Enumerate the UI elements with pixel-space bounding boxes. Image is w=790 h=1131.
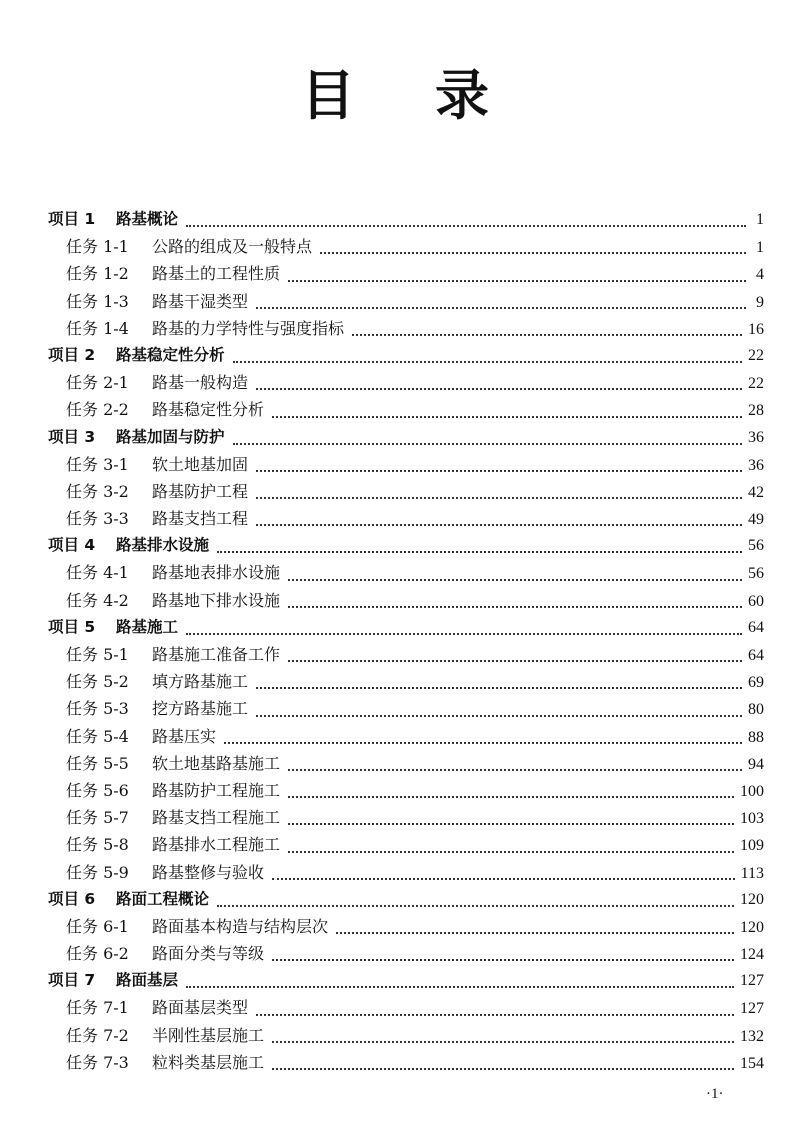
toc-entry-title: 路基整修与验收: [152, 862, 265, 882]
toc-entry-page: 64: [748, 618, 764, 636]
toc-entry-page: 9: [756, 293, 764, 311]
toc-task-entry[interactable]: [48, 994, 764, 1021]
toc-entry-title: 路基概论: [116, 210, 179, 228]
toc-entry-page: 124: [740, 946, 764, 964]
toc-entry-title: 路基地表排水设施: [152, 563, 281, 583]
toc-entry-number: 任务 4-2: [66, 590, 129, 610]
toc-entry-page: 120: [740, 890, 764, 908]
toc-task-entry[interactable]: [48, 695, 764, 722]
toc-entry-title: 路基排水设施: [116, 536, 210, 555]
toc-entry-title: 软土地基加固: [152, 454, 249, 474]
page-title: [0, 64, 790, 128]
toc-project-entry[interactable]: [48, 967, 764, 994]
toc-entry-page: 1: [756, 239, 764, 257]
toc-entry-title: 公路的组成及一般特点: [152, 237, 313, 257]
toc-entry-title: 路基支挡工程施工: [152, 808, 281, 828]
dot-leader: [256, 470, 742, 472]
toc-entry-page: 127: [740, 972, 764, 990]
toc-entry-title: 路面分类与等级: [152, 944, 265, 964]
toc-entry-page: 4: [756, 266, 764, 284]
toc-entry-number: 任务 1-2: [66, 264, 129, 284]
toc-entry-page: 113: [740, 864, 764, 882]
toc-entry-page: 36: [748, 428, 764, 446]
dot-leader: [272, 1068, 734, 1070]
toc-entry-page: 154: [740, 1054, 764, 1072]
dot-leader: [288, 823, 734, 825]
toc-entry-title: 路面基层: [116, 971, 179, 990]
toc-entry-title: 路基排水工程施工: [152, 835, 281, 855]
toc-entry-page: 80: [748, 701, 764, 719]
dot-leader: [217, 551, 742, 553]
toc-entry-title: 路基地下排水设施: [152, 590, 281, 610]
toc-entry-number: 任务 5-8: [66, 835, 129, 855]
dot-leader: [288, 579, 742, 581]
toc-task-entry[interactable]: [48, 288, 764, 315]
toc-entry-number: 任务 5-1: [66, 645, 129, 664]
toc-project-entry[interactable]: [48, 532, 764, 559]
dot-leader: [224, 742, 742, 744]
toc-task-entry[interactable]: [48, 940, 764, 967]
toc-task-entry[interactable]: [48, 478, 764, 505]
toc-entry-title: 路基一般构造: [152, 373, 249, 393]
toc-entry-page: 127: [740, 1000, 764, 1018]
toc-entry-number: 任务 5-5: [66, 753, 129, 773]
dot-leader: [256, 687, 742, 689]
dot-leader: [186, 225, 746, 227]
toc-entry-title: 半刚性基层施工: [152, 1025, 265, 1045]
dot-leader: [288, 769, 742, 771]
toc-entry-title: 粒料类基层施工: [152, 1052, 265, 1072]
toc-task-entry[interactable]: [48, 1022, 764, 1049]
dot-leader: [186, 633, 742, 635]
toc-entry-page: 22: [748, 375, 764, 393]
toc-entry-number: 任务 6-2: [66, 944, 129, 964]
toc-entry-title: 填方路基施工: [152, 672, 249, 692]
toc-task-entry[interactable]: [48, 1049, 764, 1076]
toc-task-entry[interactable]: [48, 641, 764, 668]
toc-task-entry[interactable]: [48, 750, 764, 777]
toc-task-entry[interactable]: [48, 668, 764, 695]
toc-task-entry[interactable]: [48, 831, 764, 858]
toc-entry-number: 任务 3-3: [66, 509, 129, 529]
page-title-char-1: 目: [301, 64, 355, 127]
toc-project-entry[interactable]: [48, 342, 764, 369]
toc-entry-page: 1: [756, 211, 764, 228]
toc-entry-number: 项目 2: [48, 345, 96, 364]
toc-entry-number: 项目 1: [48, 210, 96, 228]
toc-entry-page: 64: [748, 647, 764, 664]
toc-entry-number: 任务 7-2: [66, 1025, 129, 1045]
toc-project-entry[interactable]: [48, 614, 764, 641]
toc-entry-title: 路基施工: [116, 617, 179, 636]
toc-entry-number: 任务 1-4: [66, 318, 129, 338]
toc-entry-title: 路基稳定性分析: [152, 400, 265, 420]
toc-entry-page: 49: [748, 511, 764, 529]
toc-entry-title: 路基支挡工程: [152, 509, 249, 529]
dot-leader: [256, 1014, 734, 1016]
toc-entry-page: 22: [748, 346, 764, 364]
toc-task-entry[interactable]: [48, 777, 764, 804]
toc-entry-number: 任务 7-3: [66, 1052, 129, 1072]
toc-entry-title: 路基压实: [152, 726, 217, 746]
toc-project-entry[interactable]: [48, 206, 764, 233]
dot-leader: [336, 932, 734, 934]
toc-task-entry[interactable]: [48, 260, 764, 287]
toc-entry-number: 任务 3-1: [66, 454, 129, 474]
toc-entry-page: 88: [748, 728, 764, 746]
dot-leader: [256, 388, 742, 390]
toc-entry-page: 103: [740, 810, 764, 828]
toc-entry-number: 任务 5-4: [66, 726, 129, 746]
toc-entry-number: 项目 3: [48, 427, 96, 446]
toc-task-entry[interactable]: [48, 723, 764, 750]
toc-entry-title: 路面基本构造与结构层次: [152, 916, 329, 936]
toc-task-entry[interactable]: [48, 369, 764, 396]
toc-entry-title: 路面工程概论: [116, 889, 210, 908]
toc-entry-page: 28: [748, 402, 764, 420]
dot-leader: [256, 715, 742, 717]
dot-leader: [320, 252, 746, 254]
dot-leader: [272, 1041, 734, 1043]
toc-entry-title: 路基防护工程: [152, 481, 249, 501]
toc-entry-number: 任务 3-2: [66, 481, 129, 501]
dot-leader: [272, 878, 735, 880]
toc-entry-number: 任务 1-3: [66, 291, 129, 311]
dot-leader: [288, 851, 734, 853]
toc-task-entry[interactable]: [48, 559, 764, 586]
toc-entry-title: 路基加固与防护: [116, 427, 225, 446]
dot-leader: [288, 606, 742, 608]
toc-entry-number: 任务 5-2: [66, 672, 129, 692]
toc-entry-page: 94: [748, 755, 764, 773]
toc-entry-title: 路基土的工程性质: [152, 264, 281, 284]
toc-entry-number: 任务 6-1: [66, 916, 129, 936]
toc-entry-title: 路面基层类型: [152, 998, 249, 1018]
toc-project-entry[interactable]: [48, 424, 764, 451]
toc-entry-title: 软土地基路基施工: [152, 753, 281, 773]
dot-leader: [256, 524, 742, 526]
toc-entry-number: 任务 2-1: [66, 373, 129, 393]
toc-task-entry[interactable]: [48, 233, 764, 260]
toc-entry-number: 任务 1-1: [66, 237, 129, 257]
toc-task-entry[interactable]: [48, 804, 764, 831]
toc-entry-title: 挖方路基施工: [152, 699, 249, 719]
toc-entry-page: 109: [740, 837, 764, 855]
toc-entry-page: 60: [748, 592, 764, 610]
dot-leader: [272, 959, 734, 961]
dot-leader: [288, 660, 742, 662]
dot-leader: [217, 905, 734, 907]
toc-entry-page: 120: [740, 918, 764, 936]
toc-entry-page: 16: [748, 320, 764, 338]
dot-leader: [272, 416, 742, 418]
toc-entry-title: 路基稳定性分析: [116, 345, 225, 364]
toc-entry-page: 132: [740, 1027, 764, 1045]
dot-leader: [233, 443, 742, 445]
toc-entry-title: 路基施工准备工作: [152, 645, 281, 664]
toc-entry-number: 项目 4: [48, 536, 96, 555]
toc-entry-page: 69: [748, 674, 764, 692]
dot-leader: [256, 497, 742, 499]
table-of-contents: [48, 206, 764, 1076]
toc-task-entry[interactable]: [48, 587, 764, 614]
toc-entry-number: 项目 6: [48, 889, 96, 908]
toc-entry-number: 项目 5: [48, 617, 96, 636]
toc-task-entry[interactable]: [48, 396, 764, 423]
dot-leader: [288, 280, 746, 282]
toc-entry-title: 路基干湿类型: [152, 291, 249, 311]
toc-task-entry[interactable]: [48, 913, 764, 940]
toc-entry-number: 项目 7: [48, 971, 96, 990]
toc-entry-page: 56: [748, 565, 764, 583]
toc-entry-number: 任务 5-3: [66, 699, 129, 719]
toc-task-entry[interactable]: [48, 315, 764, 342]
toc-entry-number: 任务 5-9: [66, 862, 129, 882]
toc-entry-number: 任务 7-1: [66, 998, 129, 1018]
page-number: ·1·: [706, 1086, 724, 1102]
toc-task-entry[interactable]: [48, 451, 764, 478]
toc-entry-number: 任务 5-7: [66, 808, 129, 828]
toc-entry-page: 42: [748, 483, 764, 501]
toc-entry-number: 任务 5-6: [66, 780, 129, 800]
toc-entry-page: 100: [740, 782, 764, 800]
page-title-char-2: 录: [435, 64, 489, 127]
dot-leader: [186, 986, 734, 988]
toc-entry-number: 任务 4-1: [66, 563, 129, 583]
toc-project-entry[interactable]: [48, 886, 764, 913]
dot-leader: [256, 307, 746, 309]
toc-task-entry[interactable]: [48, 859, 764, 886]
dot-leader: [352, 334, 742, 336]
toc-entry-page: 56: [748, 537, 764, 555]
toc-entry-title: 路基的力学特性与强度指标: [152, 318, 345, 338]
dot-leader: [288, 796, 734, 798]
toc-entry-number: 任务 2-2: [66, 400, 129, 420]
toc-entry-page: 36: [748, 456, 764, 474]
toc-entry-title: 路基防护工程施工: [152, 780, 281, 800]
dot-leader: [233, 361, 742, 363]
toc-task-entry[interactable]: [48, 505, 764, 532]
